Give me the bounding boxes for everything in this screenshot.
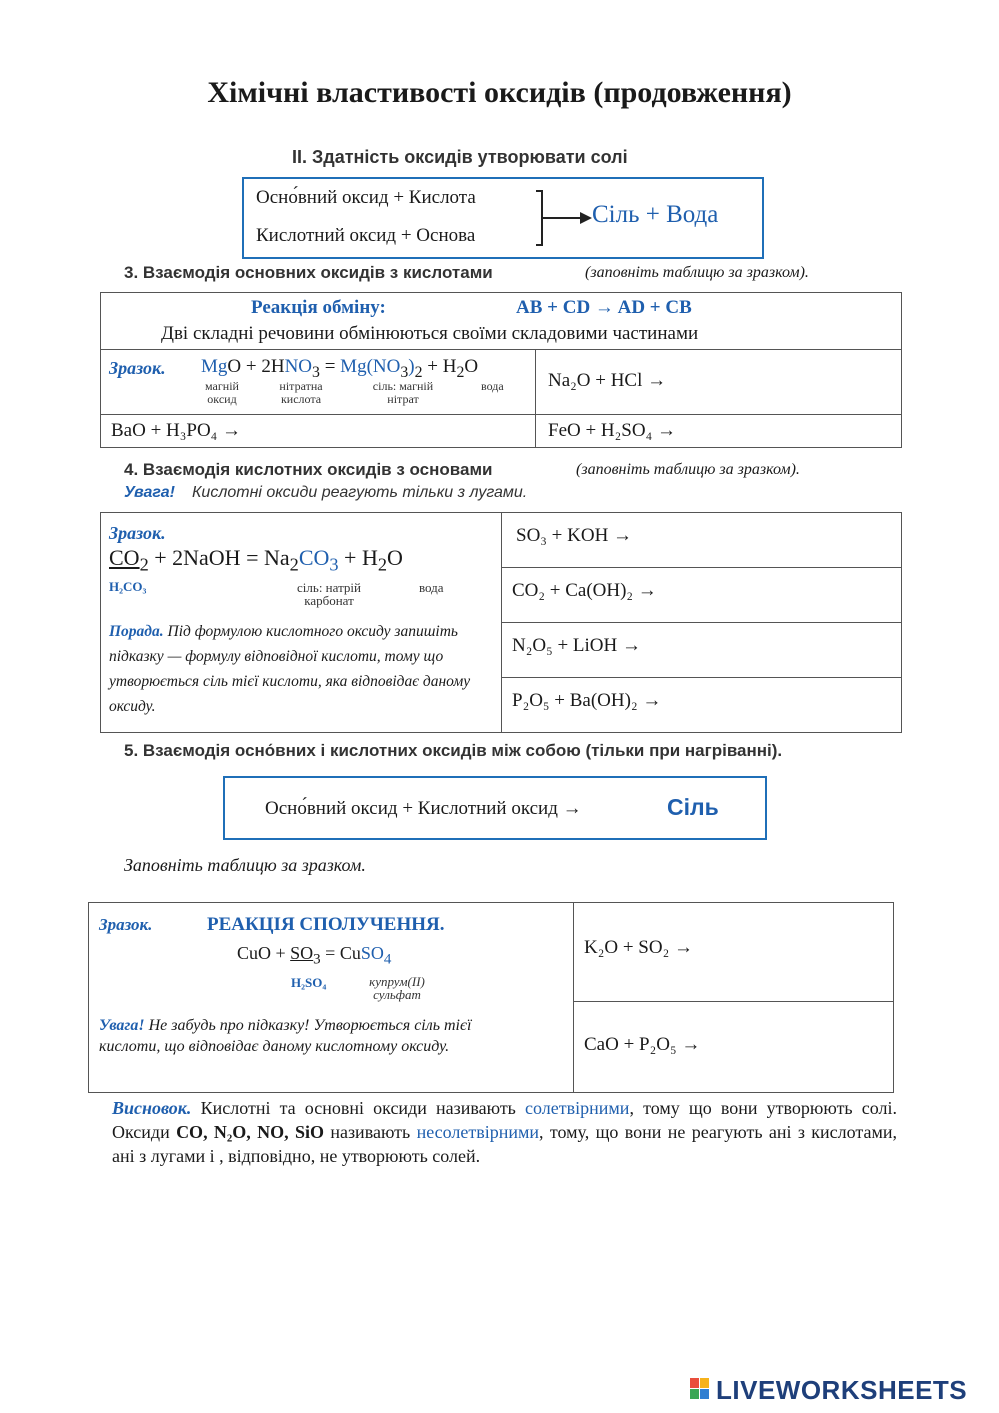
reaction-na2o-hcl: Na₂O + HCl → bbox=[548, 370, 667, 391]
reaction-bao-h3po4: BaO + H₃PO₄ → bbox=[111, 420, 242, 441]
reaction-p2o5-baoh2: P₂O₅ + Ba(OH)₂ → bbox=[512, 690, 662, 711]
task3-cell-bao[interactable] bbox=[101, 415, 536, 448]
task5-sample-equation: CuO + $SO_3$ = CuSO$_4$ bbox=[237, 943, 392, 968]
reaction-so3-koh: SO₃ + KOH → bbox=[516, 525, 633, 546]
task4-sample-equation: $CO_2$ + 2NaOH = $Na_2CO_3 + H_2O$ bbox=[109, 545, 403, 575]
name-water: вода bbox=[481, 379, 504, 393]
name-magnesium-nitrate: сіль: магній нітрат bbox=[372, 379, 434, 406]
name-nitric-acid: нітратна кислота bbox=[279, 379, 323, 406]
task5-warning bbox=[99, 1015, 519, 1057]
name-magnesium-oxide: магній оксид bbox=[205, 379, 239, 406]
page-title: Хімічні властивості оксидів (продовження) bbox=[207, 76, 792, 109]
conclusion-label: Висновок. bbox=[112, 1098, 192, 1118]
task3-table bbox=[100, 292, 902, 448]
reaction-feo-h2so4: FeO + H₂SO₄ → bbox=[548, 420, 676, 441]
conclusion-text-4: , тому, що вони не реагують ані з кислотами, ані з лугами і , відповідно, не утворюють солей. bbox=[112, 1122, 898, 1166]
liveworksheets-logo-icon bbox=[690, 1378, 710, 1400]
exchange-desc: Дві складні речовини обмінюються своїми складовими частинами bbox=[161, 323, 699, 344]
task4-sample-label: Зразок. bbox=[109, 523, 166, 543]
task4-salt-name: сіль: натрій карбонат bbox=[297, 580, 361, 608]
exchange-scheme: AB + CD → AD + CB bbox=[516, 297, 692, 318]
task5-cell-cao[interactable] bbox=[574, 1002, 894, 1093]
task5-acid-hint: H₂SO₄ bbox=[291, 975, 327, 990]
section2-heading: II. Здатність оксидів утворювати солі bbox=[292, 147, 628, 167]
task4-acid-hint: H₂CO₃ bbox=[109, 579, 147, 594]
conclusion-text-2: , тому що вони утворюють солі. Оксиди bbox=[112, 1098, 898, 1142]
task5-table bbox=[88, 902, 894, 1093]
exchange-cell bbox=[101, 293, 902, 350]
task4-tip bbox=[109, 619, 497, 719]
brand-name: LIVEWORKSHEETS bbox=[716, 1375, 968, 1405]
task4-tip-label: Порада. bbox=[109, 623, 164, 640]
task5-box bbox=[223, 776, 767, 840]
task3-cell-na2o[interactable] bbox=[536, 350, 902, 415]
task3-heading: 3. Взаємодія основних оксидів з кислотами bbox=[124, 263, 493, 282]
task5-cell-k2o[interactable] bbox=[574, 903, 894, 1002]
conclusion-text-3: називають bbox=[330, 1122, 411, 1142]
salt-scheme-box bbox=[242, 177, 764, 259]
task5-sample-label: Зразок. bbox=[99, 915, 153, 934]
task4-table bbox=[100, 512, 902, 733]
task4-heading: 4. Взаємодія кислотних оксидів з основами bbox=[124, 460, 493, 479]
task5-warning-label: Увага! bbox=[99, 1017, 145, 1034]
task5-box-result: Сіль bbox=[667, 794, 719, 820]
scheme-result: Сіль + Вода bbox=[592, 201, 719, 228]
bracket-arrow-icon bbox=[534, 189, 594, 247]
task4-sample-cell bbox=[101, 513, 502, 733]
task4-tip-text: Під формулою кислотного оксиду запишіть підказку — формулу відповідної кислоти, тому що утворюється сіль тієї кислоти, яка відповідає даному оксиду. bbox=[109, 623, 471, 715]
task4-cell-p2o5[interactable] bbox=[502, 678, 902, 733]
reaction-cao-p2o5: CaO + P₂O₅ → bbox=[584, 1034, 701, 1055]
task4-warning-text: Кислотні оксиди реагують тільки з лугами. bbox=[192, 484, 528, 501]
task4-cell-n2o5[interactable] bbox=[502, 623, 902, 678]
scheme-line1: Осно́вний оксид + Кислота bbox=[256, 187, 476, 208]
task3-hint: (заповніть таблицю за зразком). bbox=[585, 264, 809, 281]
task3-sample-cell bbox=[101, 350, 536, 415]
conclusion-text-1: Кислотні та основні оксиди називають bbox=[200, 1098, 516, 1118]
exchange-label: Реакція обміну: bbox=[251, 297, 386, 318]
task4-hint: (заповніть таблицю за зразком). bbox=[576, 461, 800, 478]
task5-reaction-type: РЕАКЦІЯ СПОЛУЧЕННЯ. bbox=[207, 914, 445, 935]
reaction-n2o5-lioh: N₂O₅ + LiOH → bbox=[512, 635, 641, 656]
conclusion bbox=[112, 1096, 897, 1168]
task3-sample-equation: MgO + $2HNO_3 = Mg(NO_3)_2 + H_2O$ bbox=[201, 356, 479, 381]
task5-sample-cell bbox=[89, 903, 574, 1093]
task4-cell-so3[interactable] bbox=[502, 513, 902, 568]
conclusion-salt-forming: солетвірними bbox=[525, 1098, 630, 1118]
reaction-co2-caoh2: CO₂ + Ca(OH)₂ → bbox=[512, 580, 657, 601]
task5-salt-name: купрум(II) сульфат bbox=[369, 974, 425, 1002]
task5-heading: 5. Взаємодія осно́вних і кислотних оксидів між собою (тільки при нагріванні). bbox=[124, 741, 783, 760]
task4-cell-co2[interactable] bbox=[502, 568, 902, 623]
task4-warning-label: Увага! bbox=[124, 484, 175, 501]
task5-box-text: Осно́вний оксид + Кислотний оксид → bbox=[265, 798, 582, 819]
task5-warning-text: Не забудь про підказку! Утворюється сіль тієї кислоти, що відповідає даному кислотному оксиду. bbox=[99, 1017, 472, 1055]
task4-water-name: вода bbox=[419, 580, 444, 595]
task5-fill-hint: Заповніть таблицю за зразком. bbox=[124, 855, 366, 875]
reaction-k2o-so2: K₂O + SO₂ → bbox=[584, 937, 693, 958]
task3-cell-feo[interactable] bbox=[536, 415, 902, 448]
conclusion-non-salt-forming: несолетвірними bbox=[416, 1122, 540, 1142]
conclusion-oxides: CO, N₂O, NO, SiO bbox=[176, 1122, 324, 1142]
scheme-line2: Кислотний оксид + Основа bbox=[256, 225, 476, 246]
task3-sample-label: Зразок. bbox=[109, 358, 166, 378]
